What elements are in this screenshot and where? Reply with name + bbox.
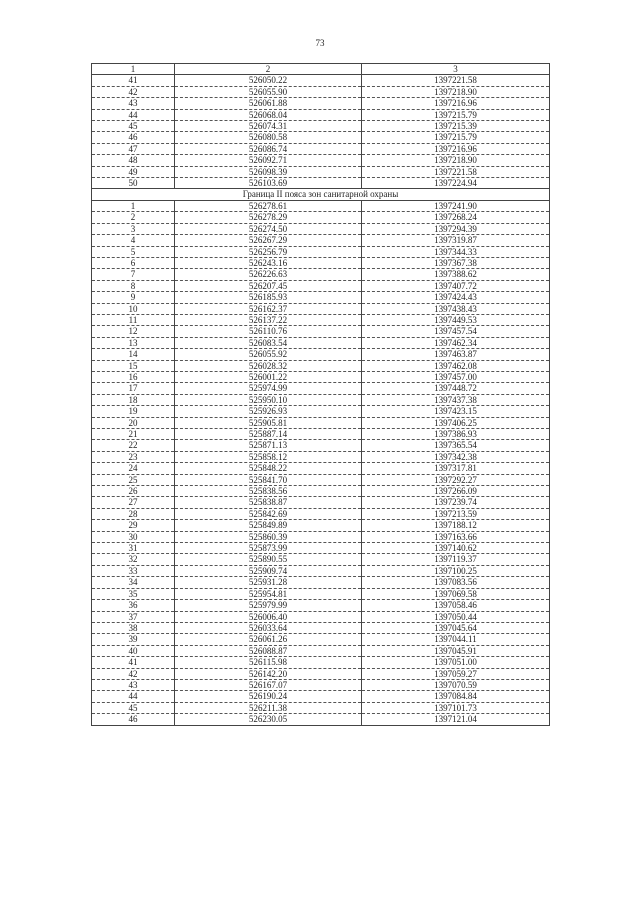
cell-point-number: 47 (92, 143, 175, 154)
cell-point-number: 43 (92, 679, 175, 690)
cell-x-coordinate: 526028.32 (175, 360, 362, 371)
cell-y-coordinate: 1397424.43 (362, 292, 550, 303)
cell-y-coordinate: 1397344.33 (362, 246, 550, 257)
table-row (92, 212, 550, 223)
cell-point-number: 7 (92, 269, 175, 280)
cell-y-coordinate: 1397239.74 (362, 497, 550, 508)
cell-y-coordinate: 1397224.94 (362, 178, 550, 189)
table-row (92, 531, 550, 542)
table-row (92, 371, 550, 382)
cell-y-coordinate: 1397215.79 (362, 132, 550, 143)
cell-x-coordinate: 526190.24 (175, 691, 362, 702)
table-row (92, 634, 550, 645)
table-row (92, 543, 550, 554)
cell-y-coordinate: 1397241.90 (362, 200, 550, 211)
cell-point-number: 9 (92, 292, 175, 303)
cell-x-coordinate: 525860.39 (175, 531, 362, 542)
cell-point-number: 16 (92, 371, 175, 382)
coordinates-table-body (92, 64, 550, 726)
cell-point-number: 43 (92, 98, 175, 109)
cell-x-coordinate: 526001.22 (175, 371, 362, 382)
table-row (92, 577, 550, 588)
cell-y-coordinate: 1397406.25 (362, 417, 550, 428)
section-title-row (92, 189, 550, 200)
cell-point-number: 49 (92, 166, 175, 177)
cell-x-coordinate: 526092.71 (175, 155, 362, 166)
cell-x-coordinate: 525841.70 (175, 474, 362, 485)
cell-point-number: 13 (92, 337, 175, 348)
cell-y-coordinate: 1397070.59 (362, 679, 550, 690)
table-row (92, 109, 550, 120)
cell-y-coordinate: 1397462.08 (362, 360, 550, 371)
table-row (92, 246, 550, 257)
cell-x-coordinate: 526278.61 (175, 200, 362, 211)
table-row (92, 622, 550, 633)
cell-point-number: 45 (92, 702, 175, 713)
cell-x-coordinate: 525838.87 (175, 497, 362, 508)
cell-x-coordinate: 526061.88 (175, 98, 362, 109)
cell-point-number: 36 (92, 600, 175, 611)
table-row (92, 326, 550, 337)
cell-x-coordinate: 526086.74 (175, 143, 362, 154)
cell-x-coordinate: 525849.89 (175, 520, 362, 531)
table-row (92, 314, 550, 325)
cell-x-coordinate: 526006.40 (175, 611, 362, 622)
cell-y-coordinate: 1397050.44 (362, 611, 550, 622)
cell-point-number: 41 (92, 657, 175, 668)
table-row (92, 269, 550, 280)
cell-y-coordinate: 1397100.25 (362, 565, 550, 576)
cell-x-coordinate: 525979.99 (175, 600, 362, 611)
table-row (92, 337, 550, 348)
cell-point-number: 10 (92, 303, 175, 314)
cell-x-coordinate: 526167.07 (175, 679, 362, 690)
table-row (92, 280, 550, 291)
cell-y-coordinate: 1397044.11 (362, 634, 550, 645)
table-row (92, 429, 550, 440)
cell-x-coordinate: 526061.26 (175, 634, 362, 645)
header-cell-x: 2 (175, 64, 362, 75)
cell-x-coordinate: 526068.04 (175, 109, 362, 120)
cell-point-number: 34 (92, 577, 175, 588)
table-row (92, 679, 550, 690)
table-row (92, 143, 550, 154)
cell-x-coordinate: 526278.29 (175, 212, 362, 223)
cell-x-coordinate: 526074.31 (175, 121, 362, 132)
cell-x-coordinate: 525931.28 (175, 577, 362, 588)
cell-x-coordinate: 525842.69 (175, 508, 362, 519)
cell-point-number: 4 (92, 235, 175, 246)
table-row (92, 132, 550, 143)
cell-y-coordinate: 1397365.54 (362, 440, 550, 451)
table-row (92, 691, 550, 702)
table-row (92, 451, 550, 462)
cell-point-number: 46 (92, 714, 175, 725)
cell-point-number: 20 (92, 417, 175, 428)
cell-point-number: 40 (92, 645, 175, 656)
cell-y-coordinate: 1397218.90 (362, 86, 550, 97)
table-row (92, 440, 550, 451)
cell-point-number: 17 (92, 383, 175, 394)
header-cell-point-number: 1 (92, 64, 175, 75)
cell-x-coordinate: 526162.37 (175, 303, 362, 314)
cell-x-coordinate: 526055.90 (175, 86, 362, 97)
cell-point-number: 3 (92, 223, 175, 234)
cell-point-number: 14 (92, 349, 175, 360)
cell-x-coordinate: 525848.22 (175, 463, 362, 474)
cell-y-coordinate: 1397457.54 (362, 326, 550, 337)
cell-y-coordinate: 1397069.58 (362, 588, 550, 599)
page-number: 73 (315, 38, 325, 48)
cell-y-coordinate: 1397059.27 (362, 668, 550, 679)
cell-x-coordinate: 526142.20 (175, 668, 362, 679)
cell-y-coordinate: 1397342.38 (362, 451, 550, 462)
table-row (92, 86, 550, 97)
table-row (92, 166, 550, 177)
cell-x-coordinate: 526243.16 (175, 257, 362, 268)
cell-point-number: 48 (92, 155, 175, 166)
cell-point-number: 44 (92, 691, 175, 702)
cell-y-coordinate: 1397386.93 (362, 429, 550, 440)
table-row (92, 257, 550, 268)
cell-point-number: 37 (92, 611, 175, 622)
cell-x-coordinate: 526226.63 (175, 269, 362, 280)
cell-x-coordinate: 525858.12 (175, 451, 362, 462)
cell-point-number: 2 (92, 212, 175, 223)
table-row (92, 486, 550, 497)
cell-x-coordinate: 526080.58 (175, 132, 362, 143)
cell-x-coordinate: 525926.93 (175, 406, 362, 417)
cell-x-coordinate: 526115.98 (175, 657, 362, 668)
cell-x-coordinate: 526230.05 (175, 714, 362, 725)
cell-y-coordinate: 1397449.53 (362, 314, 550, 325)
cell-point-number: 35 (92, 588, 175, 599)
cell-y-coordinate: 1397216.96 (362, 143, 550, 154)
cell-x-coordinate: 526103.69 (175, 178, 362, 189)
cell-y-coordinate: 1397083.56 (362, 577, 550, 588)
table-row (92, 714, 550, 725)
cell-y-coordinate: 1397101.73 (362, 702, 550, 713)
cell-point-number: 1 (92, 200, 175, 211)
cell-y-coordinate: 1397268.24 (362, 212, 550, 223)
table-row (92, 645, 550, 656)
cell-y-coordinate: 1397457.00 (362, 371, 550, 382)
cell-x-coordinate: 525838.56 (175, 486, 362, 497)
cell-y-coordinate: 1397292.27 (362, 474, 550, 485)
table-row (92, 383, 550, 394)
table-row (92, 98, 550, 109)
cell-point-number: 22 (92, 440, 175, 451)
cell-point-number: 39 (92, 634, 175, 645)
cell-point-number: 33 (92, 565, 175, 576)
table-row (92, 508, 550, 519)
cell-x-coordinate: 526033.64 (175, 622, 362, 633)
cell-y-coordinate: 1397215.79 (362, 109, 550, 120)
cell-x-coordinate: 525873.99 (175, 543, 362, 554)
cell-y-coordinate: 1397367.38 (362, 257, 550, 268)
cell-point-number: 38 (92, 622, 175, 633)
cell-y-coordinate: 1397216.96 (362, 98, 550, 109)
table-row (92, 600, 550, 611)
cell-x-coordinate: 526207.45 (175, 280, 362, 291)
cell-point-number: 6 (92, 257, 175, 268)
table-row (92, 303, 550, 314)
cell-point-number: 28 (92, 508, 175, 519)
cell-y-coordinate: 1397215.39 (362, 121, 550, 132)
cell-y-coordinate: 1397163.66 (362, 531, 550, 542)
cell-y-coordinate: 1397266.09 (362, 486, 550, 497)
section-title: Граница II пояса зон санитарной охраны (92, 189, 550, 200)
cell-y-coordinate: 1397045.91 (362, 645, 550, 656)
cell-point-number: 24 (92, 463, 175, 474)
cell-point-number: 21 (92, 429, 175, 440)
table-row (92, 406, 550, 417)
table-row (92, 463, 550, 474)
table-row (92, 588, 550, 599)
cell-x-coordinate: 525871.13 (175, 440, 362, 451)
cell-y-coordinate: 1397084.84 (362, 691, 550, 702)
cell-point-number: 44 (92, 109, 175, 120)
table-row (92, 657, 550, 668)
cell-x-coordinate: 526098.39 (175, 166, 362, 177)
cell-point-number: 29 (92, 520, 175, 531)
cell-x-coordinate: 526050.22 (175, 75, 362, 86)
cell-point-number: 27 (92, 497, 175, 508)
table-row (92, 235, 550, 246)
table-row (92, 668, 550, 679)
cell-y-coordinate: 1397317.81 (362, 463, 550, 474)
table-row (92, 611, 550, 622)
cell-point-number: 41 (92, 75, 175, 86)
table-row (92, 349, 550, 360)
cell-y-coordinate: 1397051.00 (362, 657, 550, 668)
cell-y-coordinate: 1397058.46 (362, 600, 550, 611)
cell-y-coordinate: 1397221.58 (362, 166, 550, 177)
cell-y-coordinate: 1397407.72 (362, 280, 550, 291)
cell-x-coordinate: 525950.10 (175, 394, 362, 405)
cell-point-number: 32 (92, 554, 175, 565)
cell-y-coordinate: 1397119.37 (362, 554, 550, 565)
cell-y-coordinate: 1397463.87 (362, 349, 550, 360)
cell-y-coordinate: 1397221.58 (362, 75, 550, 86)
cell-point-number: 5 (92, 246, 175, 257)
cell-x-coordinate: 525909.74 (175, 565, 362, 576)
cell-y-coordinate: 1397188.12 (362, 520, 550, 531)
cell-y-coordinate: 1397121.04 (362, 714, 550, 725)
cell-y-coordinate: 1397423.15 (362, 406, 550, 417)
header-cell-y: 3 (362, 64, 550, 75)
cell-point-number: 18 (92, 394, 175, 405)
cell-point-number: 26 (92, 486, 175, 497)
table-row (92, 200, 550, 211)
cell-y-coordinate: 1397213.59 (362, 508, 550, 519)
cell-point-number: 45 (92, 121, 175, 132)
cell-point-number: 50 (92, 178, 175, 189)
table-row (92, 121, 550, 132)
table-row (92, 702, 550, 713)
cell-point-number: 42 (92, 668, 175, 679)
cell-x-coordinate: 525954.81 (175, 588, 362, 599)
table-row (92, 474, 550, 485)
cell-x-coordinate: 526185.93 (175, 292, 362, 303)
cell-y-coordinate: 1397218.90 (362, 155, 550, 166)
table-row (92, 360, 550, 371)
table-row (92, 155, 550, 166)
cell-x-coordinate: 526137.22 (175, 314, 362, 325)
cell-point-number: 19 (92, 406, 175, 417)
cell-x-coordinate: 526256.79 (175, 246, 362, 257)
cell-point-number: 31 (92, 543, 175, 554)
cell-point-number: 12 (92, 326, 175, 337)
cell-y-coordinate: 1397438.43 (362, 303, 550, 314)
cell-x-coordinate: 526211.38 (175, 702, 362, 713)
cell-point-number: 11 (92, 314, 175, 325)
coordinates-table (91, 63, 550, 726)
cell-point-number: 42 (92, 86, 175, 97)
cell-x-coordinate: 525905.81 (175, 417, 362, 428)
cell-y-coordinate: 1397319.87 (362, 235, 550, 246)
cell-y-coordinate: 1397437.38 (362, 394, 550, 405)
table-row (92, 292, 550, 303)
table-row (92, 565, 550, 576)
cell-point-number: 25 (92, 474, 175, 485)
cell-y-coordinate: 1397140.62 (362, 543, 550, 554)
cell-x-coordinate: 526267.29 (175, 235, 362, 246)
table-row (92, 497, 550, 508)
cell-point-number: 46 (92, 132, 175, 143)
cell-y-coordinate: 1397462.34 (362, 337, 550, 348)
cell-x-coordinate: 526083.54 (175, 337, 362, 348)
cell-x-coordinate: 525974.99 (175, 383, 362, 394)
cell-point-number: 30 (92, 531, 175, 542)
cell-x-coordinate: 526110.76 (175, 326, 362, 337)
table-row (92, 417, 550, 428)
cell-x-coordinate: 525890.55 (175, 554, 362, 565)
table-row (92, 75, 550, 86)
cell-y-coordinate: 1397045.64 (362, 622, 550, 633)
table-row (92, 223, 550, 234)
cell-point-number: 23 (92, 451, 175, 462)
cell-y-coordinate: 1397448.72 (362, 383, 550, 394)
cell-x-coordinate: 525887.14 (175, 429, 362, 440)
table-row (92, 554, 550, 565)
table-row (92, 520, 550, 531)
table-row (92, 178, 550, 189)
cell-x-coordinate: 526274.50 (175, 223, 362, 234)
cell-y-coordinate: 1397294.39 (362, 223, 550, 234)
cell-point-number: 15 (92, 360, 175, 371)
table-header-row (92, 64, 550, 75)
cell-x-coordinate: 526088.87 (175, 645, 362, 656)
cell-x-coordinate: 526055.92 (175, 349, 362, 360)
cell-y-coordinate: 1397388.62 (362, 269, 550, 280)
cell-point-number: 8 (92, 280, 175, 291)
table-row (92, 394, 550, 405)
